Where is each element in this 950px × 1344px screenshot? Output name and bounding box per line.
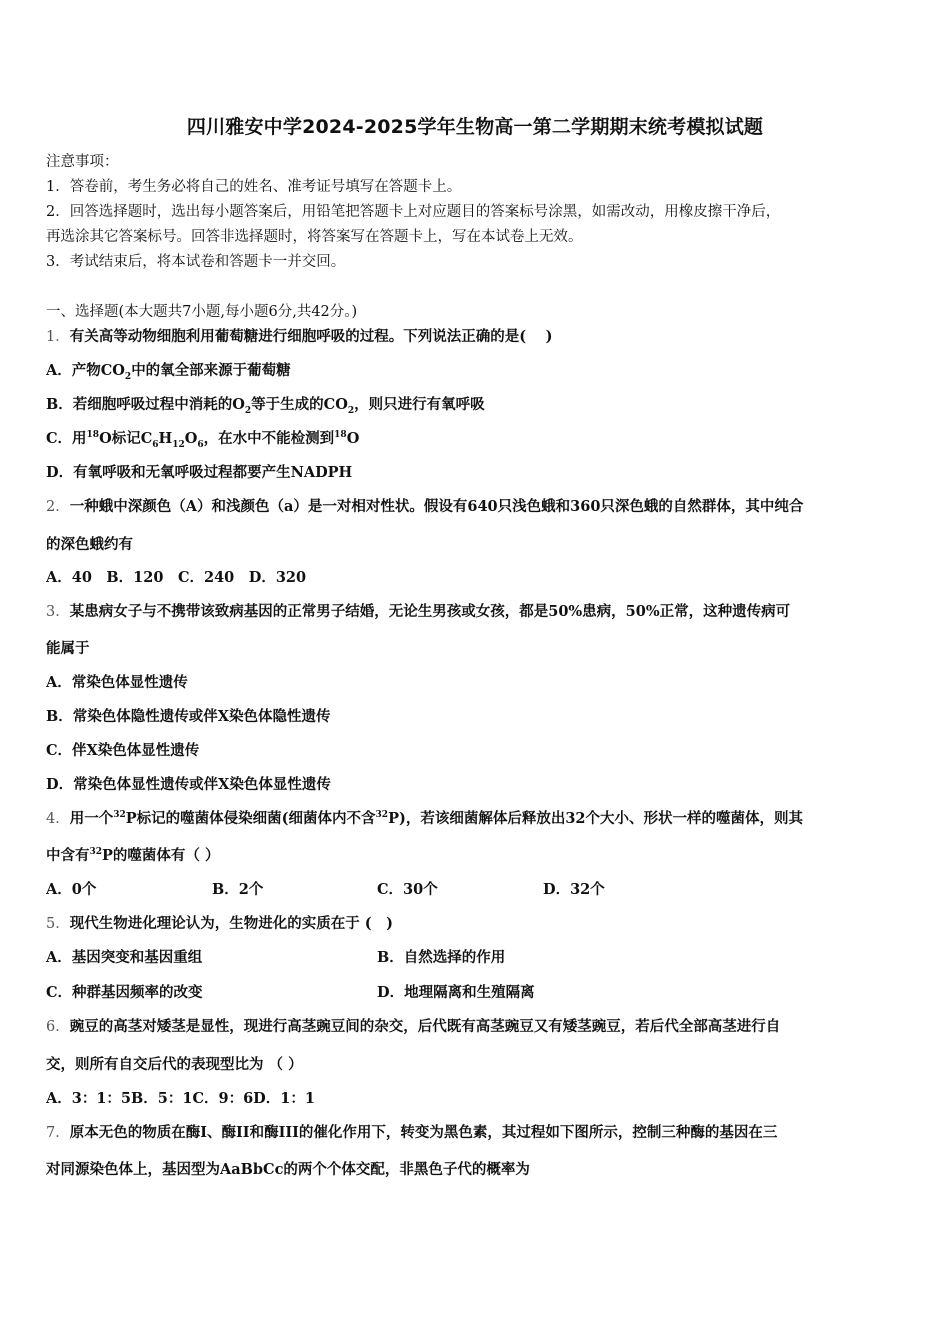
question-6-stem: [46, 1017, 908, 1037]
option-text: O: [184, 430, 198, 447]
superscript: 18: [334, 430, 347, 441]
question-4-stem: [46, 809, 908, 829]
question-4-option-b: B．2个: [212, 881, 264, 898]
question-6-options: A．3：1：5B．5：1C．9：6D．1：1: [46, 1090, 315, 1107]
question-text: 某患病女子与不携带该致病基因的正常男子结婚，无论生男孩或女孩，都是50%患病，50%正常，这种遗传病可: [69, 603, 791, 620]
question-2-stem: [46, 497, 908, 517]
option-text: 中的氧全部来源于葡萄糖: [131, 362, 291, 379]
question-5-option-d: D．地理隔离和生殖隔离: [377, 984, 535, 1001]
question-4-option-a: A．0个: [46, 881, 97, 898]
section-heading: 一、选择题(本大题共7小题,每小题6分,共42分。): [46, 304, 358, 320]
option-text: C．用: [46, 430, 87, 447]
notice-item: 再选涂其它答案标号。回答非选择题时，将答案写在答题卡上，写在本试卷上无效。: [46, 229, 583, 245]
question-1-option-b: [46, 395, 908, 415]
option-text: H: [158, 430, 173, 447]
question-1-option-c: [46, 429, 908, 449]
notice-item: 3．考试结束后，将本试卷和答题卡一并交回。: [46, 254, 346, 270]
subscript: 2: [347, 405, 355, 415]
notice-item: 1．答卷前，考生务必将自己的姓名、准考证号填写在答题卡上。: [46, 179, 462, 195]
question-4-option-c: C．30个: [377, 881, 438, 898]
question-text: P的噬菌体有（ ）: [102, 847, 220, 864]
question-1-option-d: D．有氧呼吸和无氧呼吸过程都要产生NADPH: [46, 464, 353, 481]
question-7-stem: [46, 1123, 908, 1143]
option-text: O标记C: [99, 430, 153, 447]
question-4-option-d: D．32个: [543, 881, 605, 898]
question-2-stem-cont: 的深色蛾约有: [46, 536, 133, 553]
question-3-option-d: D．常染色体显性遗传或伴X染色体显性遗传: [46, 776, 331, 793]
superscript: 18: [86, 430, 100, 441]
question-4-stem-cont: [46, 846, 908, 866]
notice-item: 2．回答选择题时，选出每小题答案后，用铅笔把答题卡上对应题目的答案标号涂黑，如需改动，用橡皮擦干净后，: [46, 204, 781, 220]
question-text: 有关高等动物细胞利用葡萄糖进行细胞呼吸的过程。下列说法正确的是( ): [69, 328, 553, 345]
question-5-stem: [46, 914, 908, 934]
question-5-option-a: A．基因突变和基因重组: [46, 949, 203, 966]
notice-heading: 注意事项：: [46, 154, 119, 170]
question-3-option-b: B．常染色体隐性遗传或伴X染色体隐性遗传: [46, 708, 331, 725]
question-number: 7．: [46, 1125, 70, 1141]
option-text: A．产物CO: [46, 362, 125, 379]
superscript: 32: [375, 810, 389, 821]
question-text: P)，若该细菌解体后释放出32个大小、形状一样的噬菌体，则其: [388, 810, 804, 827]
subscript: 2: [124, 371, 132, 381]
option-text: 等于生成的CO: [251, 396, 348, 413]
question-number: 1．: [46, 329, 70, 345]
question-5-option-c: C．种群基因频率的改变: [46, 984, 203, 1001]
superscript: 32: [89, 847, 103, 858]
question-text: 现代生物进化理论认为，生物进化的实质在于 ( ): [69, 915, 394, 932]
question-1-stem: [46, 327, 908, 347]
question-number: 3．: [46, 604, 70, 620]
question-3-option-c: C．伴X染色体显性遗传: [46, 742, 200, 759]
question-text: 用一个: [69, 810, 114, 827]
question-6-stem-cont: 交，则所有自交后代的表现型比为 （ ）: [46, 1056, 303, 1073]
subscript: 12: [172, 439, 185, 449]
superscript: 32: [113, 810, 126, 821]
question-3-stem-cont: 能属于: [46, 640, 90, 657]
page-title: 四川雅安中学2024-2025学年生物高一第二学期期末统考模拟试题: [186, 116, 764, 138]
question-number: 6．: [46, 1019, 70, 1035]
question-3-stem: [46, 602, 908, 622]
option-text: ，在水中不能检测到: [203, 430, 335, 447]
subscript: 6: [152, 439, 159, 449]
question-text: 中含有: [46, 847, 90, 864]
subscript: 2: [244, 405, 252, 415]
question-2-options: A．40 B．120 C．240 D．320: [46, 569, 307, 586]
question-5-option-b: B．自然选择的作用: [377, 949, 506, 966]
subscript: 6: [197, 439, 204, 449]
question-1-option-a: [46, 361, 908, 381]
question-number: 4．: [46, 811, 70, 827]
question-text: 原本无色的物质在酶Ⅰ、酶II和酶III的催化作用下，转变为黑色素，其过程如下图所示，控制三种酶的基因在三: [69, 1124, 778, 1141]
option-text: O: [346, 430, 360, 447]
question-7-stem-cont: 对同源染色体上，基因型为AaBbCc的两个个体交配，非黑色子代的概率为: [46, 1161, 530, 1178]
option-text: B．若细胞呼吸过程中消耗的O: [46, 396, 245, 413]
question-text: P标记的噬菌体侵染细菌(细菌体内不含: [125, 810, 376, 827]
question-number: 2．: [46, 499, 70, 515]
question-text: 豌豆的高茎对矮茎是显性，现进行高茎豌豆间的杂交，后代既有高茎豌豆又有矮茎豌豆，若后代全部高茎进行自: [69, 1018, 781, 1035]
option-text: ，则只进行有氧呼吸: [354, 396, 485, 413]
question-3-option-a: A．常染色体显性遗传: [46, 674, 188, 691]
question-text: 一种蛾中深颜色（A）和浅颜色（a）是一对相对性状。假设有640只浅色蛾和360只深色蛾的自然群体，其中纯合: [69, 498, 804, 515]
question-number: 5．: [46, 916, 70, 932]
